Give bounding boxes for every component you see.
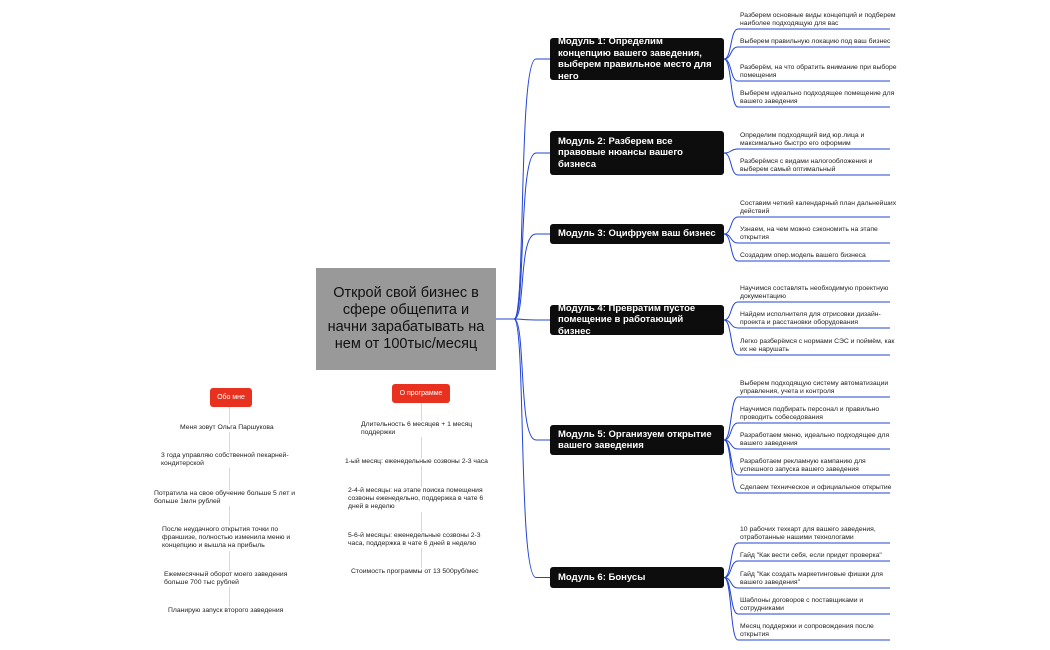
module-connector — [496, 319, 550, 578]
module-3-label: Модуль 3: Оцифруем ваш бизнес — [558, 228, 716, 240]
module-connector — [496, 59, 550, 319]
module-2-item[interactable]: Разберёмся с видами налогообложения и выберем самый оптимальный — [740, 158, 873, 174]
about-me-item[interactable]: Меня зовут Ольга Паршукова — [180, 424, 290, 432]
module-6-item[interactable]: Шаблоны договоров с поставщиками и сотрудниками — [740, 597, 864, 613]
module-4-item[interactable]: Найдем исполнителя для отрисовки дизайн-проекта и расстановки оборудования — [740, 311, 881, 327]
module-2[interactable] — [550, 131, 724, 175]
about-program-item[interactable]: 5-6-й месяцы: еженедельные созвоны 2-3 часа, поддержка в чате 6 дней в неделю — [348, 532, 498, 548]
module-6-item[interactable]: 10 рабочих техкарт для вашего заведения, отработанные нашими технологами — [740, 526, 876, 542]
module-1-label: Модуль 1: Определим концепцию вашего заведения, выберем правильное место для него — [558, 36, 712, 82]
module-6[interactable] — [550, 567, 724, 588]
module-5-item[interactable]: Сделаем техническое и официальное открытие — [740, 484, 892, 491]
about-program-item[interactable]: 2-4-й месяцы: на этапе поиска помещения созвоны еженедельно, поддержка в чате 6 дней в неделю — [348, 487, 498, 512]
item-connector — [724, 47, 890, 59]
about-program-item[interactable]: 1-ый месяц: еженедельные созвоны 2-3 часа — [345, 458, 505, 466]
root-title: Открой свой бизнес в сфере общепита и начни зарабатывать на нем от 100тыс/месяц — [327, 285, 485, 352]
module-6-item[interactable]: Гайд "Как вести себя, если придет проверка" — [740, 552, 882, 559]
module-5-item[interactable]: Выберем подходящую систему автоматизации управления, учета и контроля — [740, 380, 889, 396]
about-me-item[interactable]: 3 года управляю собственной пекарней-кондитерской — [161, 452, 301, 468]
about-me-item[interactable]: Потратила на свое обучение больше 5 лет и больше 1млн рублей — [154, 490, 308, 506]
module-6-label: Модуль 6: Бонусы — [558, 571, 646, 583]
module-4-item[interactable]: Легко разберёмся с нормами СЭС и поймём, как их не нарушать — [740, 338, 895, 354]
module-connector — [496, 234, 550, 319]
module-1-item[interactable]: Выберем идеально подходящее помещение для вашего заведения — [740, 90, 895, 106]
about-me-item[interactable]: Планирую запуск второго заведения — [168, 607, 298, 615]
module-connector — [496, 153, 550, 319]
module-3-item[interactable]: Составим четкий календарный план дальнейших действий — [740, 200, 897, 216]
module-2-label: Модуль 2: Разберем все правовые нюансы вашего бизнеса — [558, 135, 683, 170]
module-3-item[interactable]: Узнаем, на чем можно сэкономить на этапе открытия — [740, 226, 878, 242]
module-1-item[interactable]: Выберем правильную локацию под ваш бизнес — [740, 38, 891, 45]
about-program-item[interactable]: Стоимость программы от 13 500руб/мес — [351, 568, 501, 576]
module-3-item[interactable]: Создадим опер.модель вашего бизнеса — [740, 252, 866, 259]
module-4[interactable] — [550, 302, 724, 337]
about-me-tag[interactable] — [210, 388, 252, 407]
module-5[interactable] — [550, 425, 724, 455]
module-5-label: Модуль 5: Организуем открытие вашего заведения — [558, 428, 712, 451]
module-1-item[interactable]: Разберём, на что обратить внимание при выборе помещения — [740, 64, 897, 80]
module-connector — [496, 319, 550, 320]
about-me-item[interactable]: После неудачного открытия точки по франшизе, полностью изменила меню и концепцию и вышла на прибыль — [162, 526, 304, 551]
about-program-tag[interactable] — [392, 384, 450, 403]
module-2-item[interactable]: Определим подходящий вид юр.лица и максимально быстро его оформим — [740, 132, 865, 148]
root-topic[interactable] — [316, 268, 496, 370]
item-connector — [724, 149, 890, 153]
module-5-item[interactable]: Разработаем меню, идеально подходящее для вашего заведения — [740, 432, 890, 448]
module-4-item[interactable]: Научимся составлять необходимую проектную документацию — [740, 285, 889, 301]
about-me-item[interactable]: Ежемесячный оборот моего заведения больше 700 тыс рублей — [164, 571, 304, 587]
module-5-item[interactable]: Разработаем рекламную кампанию для успешного запуска вашего заведения — [740, 458, 866, 474]
module-1-item[interactable]: Разберем основные виды концепций и подберем наиболее подходящую для вас — [740, 12, 896, 28]
module-3[interactable] — [550, 224, 724, 244]
about-program-label: О программе — [399, 389, 443, 397]
about-program-item[interactable]: Длительность 6 месяцев + 1 месяц поддержки — [361, 421, 496, 437]
module-6-item[interactable]: Гайд "Как создать маркетинговые фишки для вашего заведения" — [740, 571, 883, 587]
module-4-label: Модуль 4: Превратим пустое помещение в работающий бизнес — [558, 302, 696, 337]
module-6-item[interactable]: Месяц поддержки и сопровождения после открытия — [740, 623, 874, 639]
module-connector — [496, 319, 550, 440]
about-me-label: Обо мне — [217, 393, 245, 401]
module-5-item[interactable]: Научимся подбирать персонал и правильно проводить собеседования — [740, 406, 880, 422]
module-1[interactable] — [550, 38, 724, 80]
